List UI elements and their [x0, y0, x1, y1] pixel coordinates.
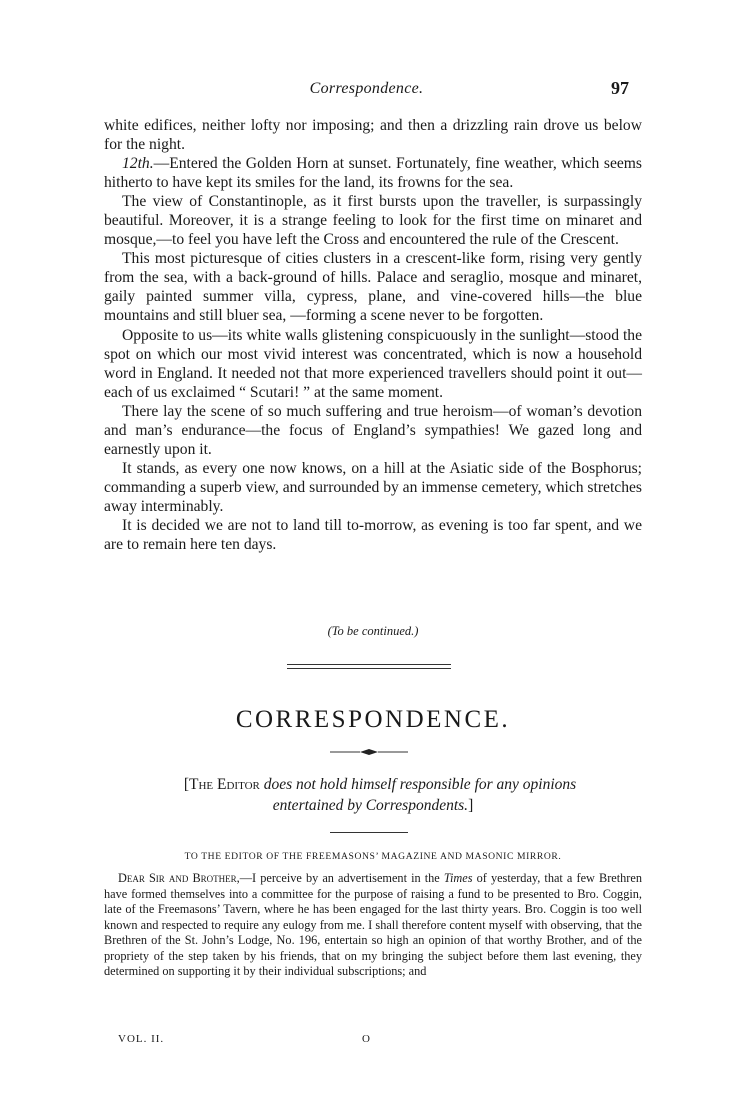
the-editor: The Editor	[188, 776, 260, 793]
running-head-title: Correspondence.	[309, 80, 424, 97]
paragraph	[104, 116, 642, 154]
paragraph-text: Opposite to us—its white walls glistening conspicuously in the sunlight—stood the spot on which our most vivid interest was concentrated, which is now a household word in England. It needed not that more experienced travellers should point it out—each of us exclaimed “ Scutari! ” at the same moment.	[104, 326, 642, 401]
running-head	[104, 80, 629, 104]
paragraph-text: There lay the scene of so much suffering and true heroism—of woman’s devotion and man’s endurance—the focus of England’s sympathies! We gazed long and earnestly upon it.	[104, 402, 642, 458]
disclaimer-line	[104, 774, 642, 795]
close-bracket: ]	[468, 797, 474, 814]
paragraph	[104, 249, 642, 325]
paragraph	[104, 402, 642, 459]
letter-text: of yesterday, that a few Brethren have formed themselves into a committee for the purpose of raising a fund to be presented to Bro. Coggin, late of the Freemasons’ Tavern, where he has been engaged for the last thirty years. Bro. Coggin is too well known and respected to require any eulogy from me. I shall therefore content myself with observing, that the Brethren of the St. John’s Lodge, No. 196, entertain so high an opinion of that worthy Brother, and of the propriety of the step taken by his friends, that on my bringing the subject before them last evening, they determined on supporting it by their individual subscriptions; and	[104, 871, 643, 979]
short-rule	[330, 832, 408, 833]
paragraph-text: —Entered the Golden Horn at sunset. Fortunately, fine weather, which seems hitherto to have kept its smiles for the land, its frowns for the sea.	[104, 155, 642, 192]
letter-paragraph	[104, 871, 642, 980]
paragraph	[104, 459, 642, 516]
paragraph-text: This most picturesque of cities clusters in a crescent-like form, rising very gently from the sea, with a back-ground of hills. Palace and seraglio, mosque and minaret, gaily painted summer villa, cypress, plane, and vine-covered hills—the blue mountains and still bluer sea, —forming a scene never to be forgotten.	[104, 250, 642, 325]
disclaimer-text: does not hold himself responsible for any opinions	[259, 776, 577, 793]
paragraph	[104, 516, 642, 554]
paragraph	[104, 154, 642, 192]
open-bracket: [	[183, 776, 189, 793]
page-number: 97	[611, 78, 629, 98]
ornament-divider	[330, 748, 408, 756]
paragraph	[104, 192, 642, 249]
volume-label: VOL. II.	[118, 1033, 165, 1045]
paragraph	[104, 326, 642, 402]
signature-mark: O	[362, 1033, 370, 1045]
section-title: CORRESPONDENCE.	[235, 706, 511, 733]
section-divider-rule	[287, 664, 451, 665]
disclaimer-text: entertained by Correspondents.	[272, 797, 469, 814]
letter-address: TO THE EDITOR OF THE FREEMASONS’ MAGAZINE AND MASONIC MIRROR.	[184, 851, 562, 862]
letter-body	[104, 871, 642, 980]
paragraph-text: The view of Constantinople, as it first bursts upon the traveller, is surpassingly beautiful. Moreover, it is a strange feeling to look for the first time on minaret and mosque,—to feel you have left the Cross and encountered the rule of the Crescent.	[104, 193, 642, 249]
date-lead: 12th.	[122, 155, 154, 173]
to-be-continued: (To be continued.)	[327, 624, 419, 638]
page-footer	[118, 1033, 518, 1045]
editor-disclaimer	[104, 774, 642, 816]
section-divider-rule	[287, 668, 451, 669]
newspaper-name: Times	[443, 871, 473, 885]
paragraph-text: It stands, as every one now knows, on a hill at the Asiatic side of the Bosphorus; commanding a superb view, and surrounded by an immense cemetery, which stretches away interminably.	[104, 459, 642, 515]
paragraph-text: It is decided we are not to land till to-morrow, as evening is too far spent, and we are to remain here ten days.	[104, 516, 642, 554]
disclaimer-line	[273, 797, 473, 814]
article-body	[104, 116, 642, 554]
paragraph-text: white edifices, neither lofty nor imposing; and then a drizzling rain drove us below for the night.	[104, 117, 642, 154]
letter-text: —I perceive by an advertisement in the	[239, 871, 444, 885]
letter-salutation: Dear Sir and Brother,	[118, 871, 240, 885]
